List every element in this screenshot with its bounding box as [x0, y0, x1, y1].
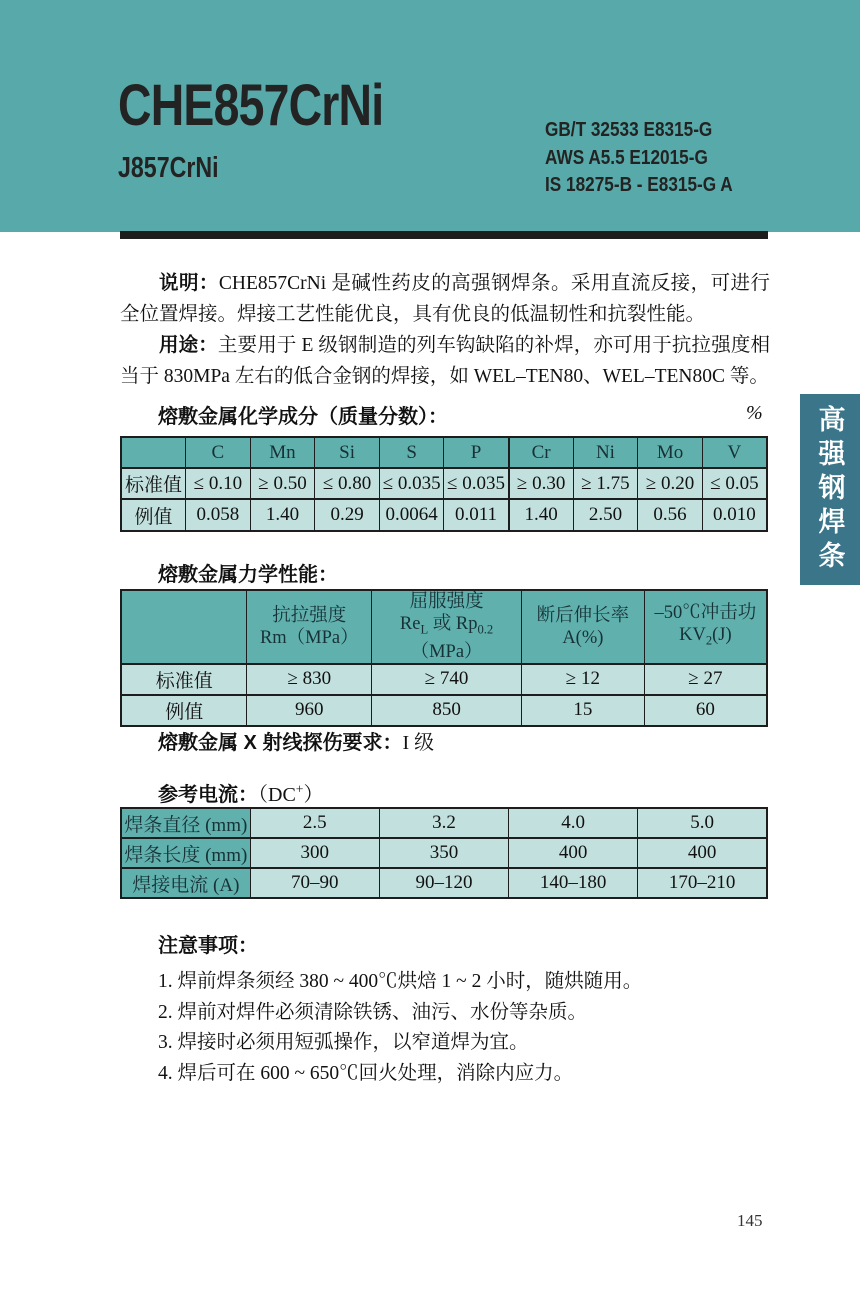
- table-cell: 例值: [121, 695, 247, 726]
- table-header-cell: Ni: [573, 437, 638, 468]
- table-cell: ≥ 12: [522, 664, 645, 695]
- list-item: AWS A5.5 E12015-G: [545, 146, 708, 169]
- table-cell: 960: [247, 695, 372, 726]
- table-header-cell: P: [444, 437, 509, 468]
- table-cell: 1.40: [509, 499, 574, 531]
- table-cell: ≥ 1.75: [573, 468, 638, 499]
- table-cell: 850: [372, 695, 522, 726]
- table-header-cell: [121, 590, 247, 664]
- table-cell: 3.2: [379, 808, 508, 838]
- table-header-cell: Mn: [250, 437, 315, 468]
- reference-current-value: （DC+）: [258, 781, 324, 806]
- list-item: 2. 焊前对焊件必须清除铁锈、油污、水份等杂质。: [158, 1001, 588, 1023]
- notes-list: [158, 967, 778, 1089]
- category-side-tab: 高强钢焊条: [800, 394, 860, 585]
- mechanical-properties-table: [120, 589, 768, 727]
- list-item: IS 18275-B - E8315-G A: [545, 174, 733, 196]
- page-number: 145: [737, 1211, 763, 1230]
- chemical-section-title: 熔敷金属化学成分（质量分数）：: [158, 406, 448, 428]
- reference-current-label: 参考电流：: [158, 784, 258, 806]
- table-header-cell: –50℃冲击功 $KV_2(J)$: [644, 590, 767, 664]
- table-cell: ≤ 0.035: [379, 468, 444, 499]
- table-cell: 1.40: [250, 499, 315, 531]
- table-cell: ≤ 0.10: [186, 468, 251, 499]
- table-cell: 4.0: [509, 808, 638, 838]
- chemical-unit-label: %: [746, 402, 763, 424]
- paragraph-keyword: 用途：: [159, 334, 218, 356]
- table-cell: 0.29: [315, 499, 380, 531]
- header-divider-rule: [120, 231, 768, 239]
- table-header-cell: 抗拉强度 Rm（MPa）: [247, 590, 372, 664]
- notes-section: [158, 929, 778, 1089]
- table-cell: 焊接电流 (A): [121, 868, 250, 898]
- table-cell: 170–210: [638, 868, 767, 898]
- table-header-cell: 屈服强度 $Re_L$ 或 $Rp_{0.2}(MPa)$: [372, 590, 522, 664]
- table-cell: 例值: [121, 499, 186, 531]
- description-paragraph: 用途：主要用于 E 级钢制造的列车钩缺陷的补焊，亦可用于抗拉强度相当于 830MPa 左右的低合金钢的焊接，如 WEL–TEN80、WEL–TEN80C 等。: [120, 334, 770, 387]
- table-header-cell: 断后伸长率 A(%): [522, 590, 645, 664]
- table-cell: 140–180: [509, 868, 638, 898]
- table-cell: 90–120: [379, 868, 508, 898]
- table-cell: 5.0: [638, 808, 767, 838]
- description-paragraph: 说明：CHE857CrNi 是碱性药皮的高强钢焊条。采用直流反接，可进行全位置焊接。焊接工艺性能优良，具有优良的低温韧性和抗裂性能。: [120, 272, 770, 325]
- table-cell: 0.011: [444, 499, 509, 531]
- table-header-cell: Cr: [509, 437, 574, 468]
- list-item: 3. 焊接时必须用短弧操作，以窄道焊为宜。: [158, 1032, 529, 1053]
- table-cell: 15: [522, 695, 645, 726]
- table-cell: ≤ 0.05: [702, 468, 767, 499]
- table-header-cell: [121, 437, 186, 468]
- table-cell: 70–90: [250, 868, 379, 898]
- list-item: GB/T 32533 E8315-G: [545, 119, 713, 141]
- table-cell: 60: [644, 695, 767, 726]
- list-item: 1. 焊前焊条须经 380 ~ 400℃烘焙 1 ~ 2 小时，随烘随用。: [158, 971, 643, 992]
- reference-current-line: [158, 778, 323, 807]
- table-cell: 0.010: [702, 499, 767, 531]
- table-cell: 0.058: [186, 499, 251, 531]
- table-header-cell: S: [379, 437, 444, 468]
- table-cell: ≥ 27: [644, 664, 767, 695]
- table-cell: 2.50: [573, 499, 638, 531]
- mechanical-section-title: 熔敷金属力学性能：: [158, 564, 338, 586]
- table-cell: 2.5: [250, 808, 379, 838]
- list-item: 4. 焊后可在 600 ~ 650℃回火处理，消除内应力。: [158, 1062, 574, 1084]
- description-section: [120, 268, 770, 392]
- table-cell: ≥ 0.50: [250, 468, 315, 499]
- table-cell: ≥ 0.30: [509, 468, 574, 499]
- xray-requirement-line: [158, 726, 434, 755]
- table-cell: ≤ 0.035: [444, 468, 509, 499]
- table-cell: 标准值: [121, 664, 247, 695]
- table-cell: 350: [379, 838, 508, 868]
- table-cell: ≤ 0.80: [315, 468, 380, 499]
- table-cell: 焊条直径 (mm): [121, 808, 250, 838]
- paragraph-keyword: 说明：: [159, 272, 219, 294]
- standards-list: [545, 117, 733, 200]
- chemical-composition-table: [120, 436, 768, 532]
- table-cell: 标准值: [121, 468, 186, 499]
- table-cell: 0.0064: [379, 499, 444, 531]
- product-subtitle: J857CrNi: [118, 152, 219, 184]
- table-header-cell: V: [702, 437, 767, 468]
- table-cell: 400: [509, 838, 638, 868]
- table-cell: 400: [638, 838, 767, 868]
- table-header-cell: Mo: [638, 437, 703, 468]
- notes-title: 注意事项：: [158, 935, 258, 957]
- xray-label: 熔敷金属 X 射线探伤要求：: [158, 732, 403, 754]
- table-header-cell: Si: [315, 437, 380, 468]
- table-cell: 300: [250, 838, 379, 868]
- table-cell: ≥ 0.20: [638, 468, 703, 499]
- xray-value: I 级: [402, 732, 435, 754]
- table-cell: 0.56: [638, 499, 703, 531]
- table-header-cell: C: [186, 437, 251, 468]
- product-title: CHE857CrNi: [118, 73, 384, 138]
- reference-current-table: [120, 807, 768, 899]
- table-cell: ≥ 830: [247, 664, 372, 695]
- table-cell: ≥ 740: [372, 664, 522, 695]
- product-header: [0, 0, 860, 232]
- table-cell: 焊条长度 (mm): [121, 838, 250, 868]
